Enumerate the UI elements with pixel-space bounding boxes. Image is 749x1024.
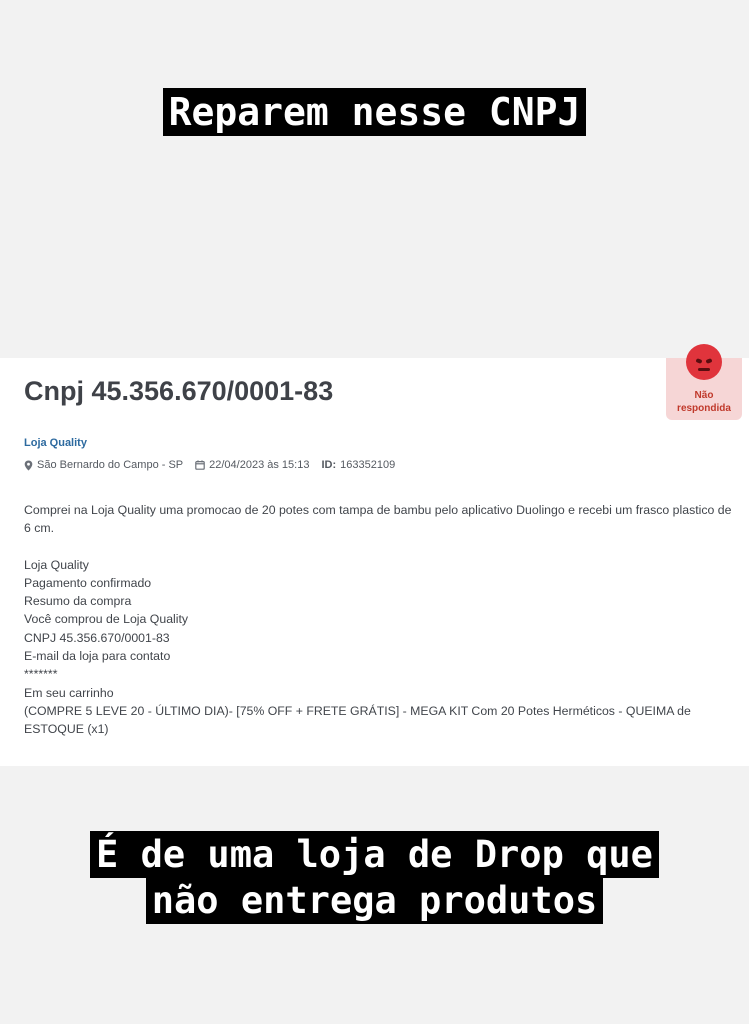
top-caption-text: Reparem nesse CNPJ: [163, 88, 587, 136]
bottom-caption: [0, 832, 749, 924]
complaint-line: (COMPRE 5 LEVE 20 - ÚLTIMO DIA)- [75% OFF + FRETE GRÁTIS] - MEGA KIT Com 20 Potes Herméticos - QUEIMA de ESTOQUE (x1): [24, 703, 691, 737]
complaint-line: CNPJ 45.356.670/0001-83: [24, 630, 170, 645]
id-label: ID:: [321, 459, 337, 471]
angry-face-icon: [686, 344, 722, 380]
id-value: 163352109: [340, 459, 396, 471]
location-text: São Bernardo do Campo - SP: [37, 459, 184, 471]
bottom-caption-line2: não entrega produtos: [146, 877, 604, 924]
complaint-intro: Comprei na Loja Quality uma promocao de 20 potes com tampa de bambu pelo aplicativo Duolingo e recebi um frasco plastico de 6 cm.: [24, 503, 732, 536]
status-badge: [666, 358, 742, 420]
date: [195, 459, 309, 471]
store-link[interactable]: Loja Quality: [24, 437, 87, 449]
bottom-caption-line1: É de uma loja de Drop que: [90, 831, 659, 878]
top-caption: [0, 88, 749, 136]
complaint-card: [0, 358, 749, 766]
date-text: 22/04/2023 às 15:13: [209, 459, 310, 471]
complaint-id: [321, 459, 395, 471]
complaint-line: E-mail da loja para contato: [24, 649, 171, 664]
status-label: [666, 389, 742, 415]
complaint-line: Resumo da compra: [24, 594, 132, 609]
complaint-line: Loja Quality: [24, 557, 89, 572]
status-label-line1: Não: [694, 390, 714, 401]
complaint-line: *******: [24, 667, 58, 682]
complaint-body: [24, 501, 736, 739]
complaint-title: Cnpj 45.356.670/0001-83: [24, 376, 334, 406]
calendar-icon: [195, 460, 205, 470]
location: [24, 459, 183, 471]
complaint-meta: [24, 458, 407, 472]
map-pin-icon: [24, 460, 33, 471]
complaint-line: Em seu carrinho: [24, 685, 114, 700]
status-label-line2: respondida: [677, 403, 731, 414]
complaint-line: Você comprou de Loja Quality: [24, 612, 189, 627]
complaint-line: Pagamento confirmado: [24, 575, 152, 590]
